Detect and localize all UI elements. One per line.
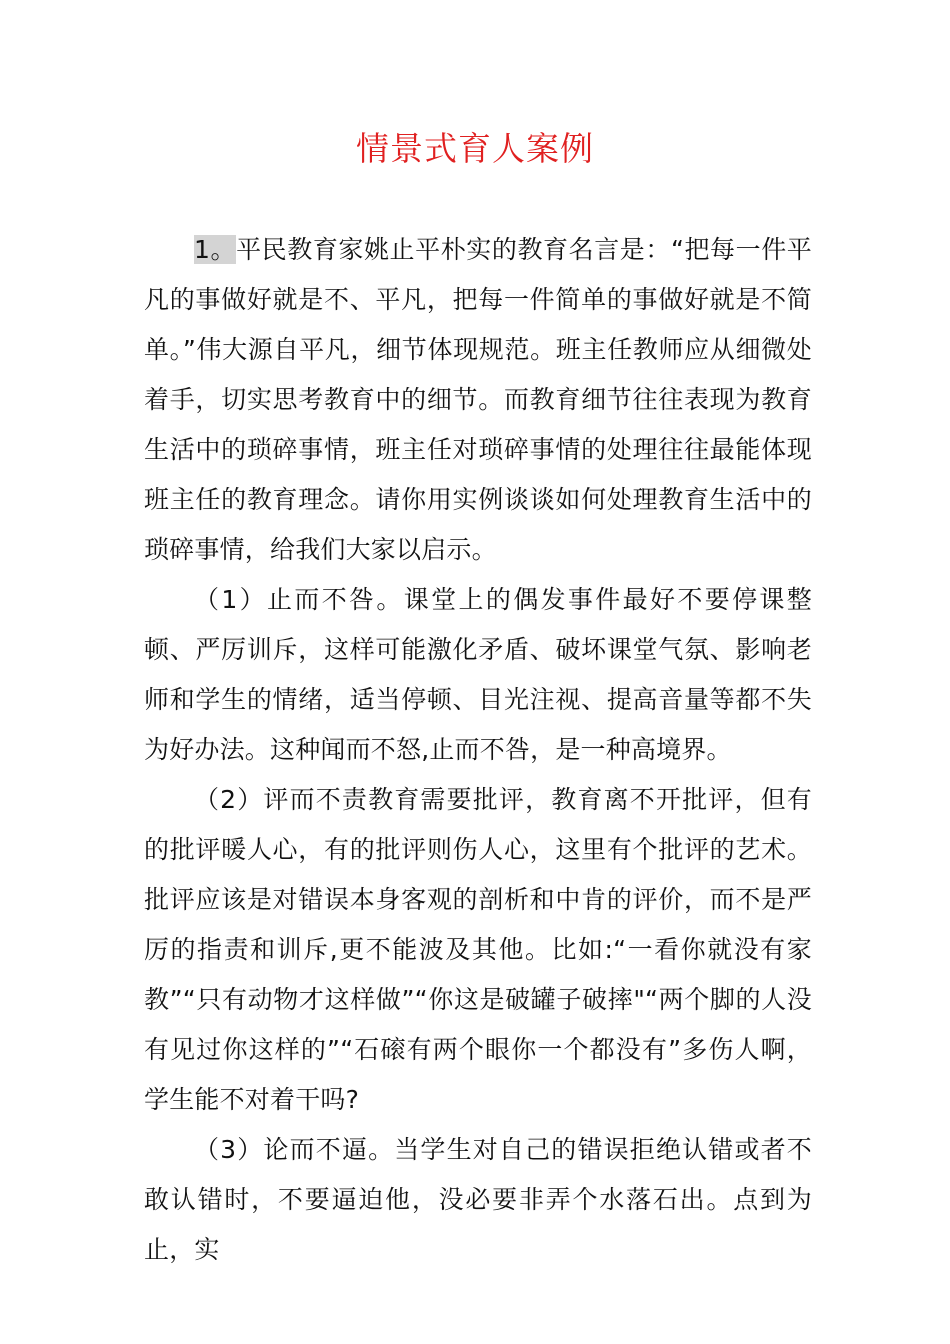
paragraph-3: （2）评而不责教育需要批评，教育离不开批评，但有的批评暖人心，有的批评则伤人心，这里有个批评的艺术。批评应该是对错误本身客观的剖析和中肯的评价，而不是严厉的指责和训斥,更不能波及其他。比如:“一看你就没有家教”“只有动物才这样做”“你这是破罐子破摔"“两个脚的人没有见过你这样的”“石磙有两个眼你一个都没有”多伤人啊，学生能不对着干吗? [144, 785, 812, 1114]
document-body [144, 225, 812, 1275]
paragraph-2: （1）止而不咎。课堂上的偶发事件最好不要停课整顿、严厉训斥，这样可能激化矛盾、破坏课堂气氛、影响老师和学生的情绪，适当停顿、目光注视、提高音量等都不失为好办法。这种闻而不怒,止而不咎，是一种高境界。 [144, 585, 812, 764]
paragraph-number-highlight: 1。 [194, 235, 237, 264]
paragraph-1 [144, 225, 812, 575]
paragraph-1-text: 平民教育家姚止平朴实的教育名言是：“把每一件平凡的事做好就是不、平凡，把每一件简单的事做好就是不简单。”伟大源自平凡，细节体现规范。班主任教师应从细微处着手，切实思考教育中的细节。而教育细节往往表现为教育生活中的琐碎事情，班主任对琐碎事情的处理往往最能体现班主任的教育理念。请你用实例谈谈如何处理教育生活中的琐碎事情，给我们大家以启示。 [144, 235, 812, 564]
document-title: 情景式育人案例 [356, 129, 594, 168]
paragraph-4: （3）论而不逼。当学生对自己的错误拒绝认错或者不敢认错时，不要逼迫他，没必要非弄个水落石出。点到为止，实 [144, 1135, 812, 1264]
